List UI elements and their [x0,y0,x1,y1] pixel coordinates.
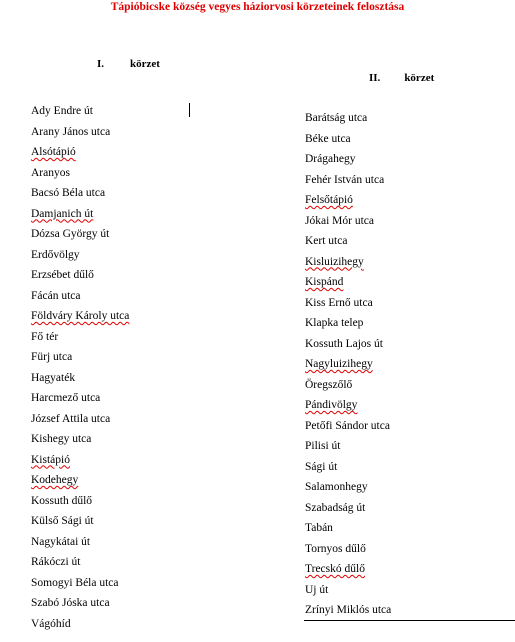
street-item [305,152,391,173]
street-item [31,207,129,228]
document-title: Tápióbicske község vegyes háziorvosi körzeteinek felosztása [110,1,405,13]
street-item [305,542,391,563]
street-item [305,275,391,296]
street-item [305,132,391,153]
street-name[interactable]: Erzsébet dűlő [31,269,94,281]
street-name[interactable]: József Attila utca [31,412,111,425]
street-name[interactable]: Kisluizihegy [305,255,364,268]
street-item [31,432,129,453]
street-item [31,125,129,146]
street-item [31,145,129,166]
street-name[interactable]: Salamonhegy [305,481,368,493]
street-name[interactable]: Öregszőlő [305,378,353,391]
street-name[interactable]: Fehér István utca [305,173,385,186]
street-name[interactable]: Alsótápió [31,146,76,158]
street-name[interactable]: Vágóhíd [31,617,71,630]
street-item [31,371,129,392]
street-name[interactable]: Kispánd [305,276,344,288]
street-item [31,453,129,474]
street-name[interactable]: Dózsa György út [31,228,110,240]
street-item [31,617,129,638]
street-item [31,412,129,433]
street-item [305,337,391,358]
street-item [305,214,391,235]
street-item [305,521,391,542]
street-name[interactable]: Szabó Jóska utca [31,597,110,609]
table-bottom-rule [304,620,515,621]
street-name[interactable]: Trecskó dűlő [305,563,365,575]
street-name[interactable]: Aranyos [31,166,70,179]
street-name[interactable]: Szabadság út [305,501,366,514]
street-name[interactable]: Fő tér [31,330,59,343]
street-name[interactable]: Jókai Mór utca [305,214,374,227]
street-name[interactable]: Drágahegy [305,153,356,165]
street-item [305,501,391,522]
street-item [305,398,391,419]
street-name[interactable]: Nagyluizihegy [305,358,373,370]
street-item [305,296,391,317]
street-name[interactable]: Kossuth Lajos út [305,337,383,350]
street-name[interactable]: Petőfi Sándor utca [305,419,390,432]
street-name[interactable]: Rákóczi út [31,556,81,568]
street-item [31,596,129,617]
district-1-number: I. [97,58,105,70]
district-2-heading [369,71,434,85]
street-name[interactable]: Hagyaték [31,371,76,384]
street-name[interactable]: Kistápió [31,453,70,466]
street-name[interactable]: Ady Endre út [31,105,93,117]
street-item [305,234,391,255]
street-item [31,330,129,351]
street-name[interactable]: Nagykátai út [31,535,91,548]
street-item [305,439,391,460]
street-item [31,268,129,289]
street-name[interactable]: Somogyi Béla utca [31,576,119,589]
street-item [305,193,391,214]
street-name[interactable]: Tabán [305,522,333,534]
district-2-number: II. [369,72,381,84]
street-item [31,350,129,371]
street-name[interactable]: Klapka telep [305,317,364,329]
street-item [305,419,391,440]
street-name[interactable]: Barátság utca [305,112,368,124]
street-item [31,494,129,515]
street-item [31,473,129,494]
street-item [305,173,391,194]
street-item [31,514,129,535]
street-item [305,583,391,604]
street-name[interactable]: Fácán utca [31,289,81,302]
street-item [305,378,391,399]
street-item [31,289,129,310]
street-name[interactable]: Kishegy utca [31,433,92,445]
street-name[interactable]: Felsőtápió [305,194,353,206]
street-name[interactable]: Kodehegy [31,474,79,486]
district-1-street-list [31,104,129,637]
street-name[interactable]: Pándivölgy [305,399,358,411]
street-name[interactable]: Kiss Ernő utca [305,296,373,309]
street-name[interactable]: Pilisi út [305,440,341,452]
street-item [31,227,129,248]
street-item [305,316,391,337]
street-name[interactable]: Földváry Károly utca [31,310,130,322]
street-name[interactable]: Harcmező utca [31,392,101,404]
street-name[interactable]: Fürj utca [31,351,73,363]
street-item [31,535,129,556]
street-item [31,576,129,597]
street-name[interactable]: Tornyos dűlő [305,542,366,555]
street-name[interactable]: Sági út [305,460,338,473]
street-item [31,166,129,187]
street-name[interactable]: Damjanich út [31,207,94,220]
street-name[interactable]: Bacsó Béla utca [31,187,106,199]
district-1-label: körzet [130,58,160,70]
street-item [305,255,391,276]
street-item [31,186,129,207]
street-item [305,480,391,501]
street-name[interactable]: Arany János utca [31,125,111,138]
street-item [31,104,129,125]
street-item [305,357,391,378]
street-item [305,111,391,132]
district-2-street-list [305,111,391,624]
text-cursor[interactable] [189,103,190,117]
district-2-label: körzet [404,72,435,84]
street-name[interactable]: Kert utca [305,235,348,247]
district-1-heading [97,57,160,71]
street-name[interactable]: Uj út [305,583,329,596]
street-item [31,309,129,330]
street-name[interactable]: Béke utca [305,132,351,145]
street-item [31,248,129,269]
street-item [31,391,129,412]
street-name[interactable]: Erdővölgy [31,248,80,261]
street-name[interactable]: Külső Sági út [31,515,94,527]
street-name[interactable]: Kossuth dűlő [31,494,93,507]
street-item [31,555,129,576]
street-item [305,460,391,481]
street-item [305,562,391,583]
street-name[interactable]: Zrínyi Miklós utca [305,604,392,616]
